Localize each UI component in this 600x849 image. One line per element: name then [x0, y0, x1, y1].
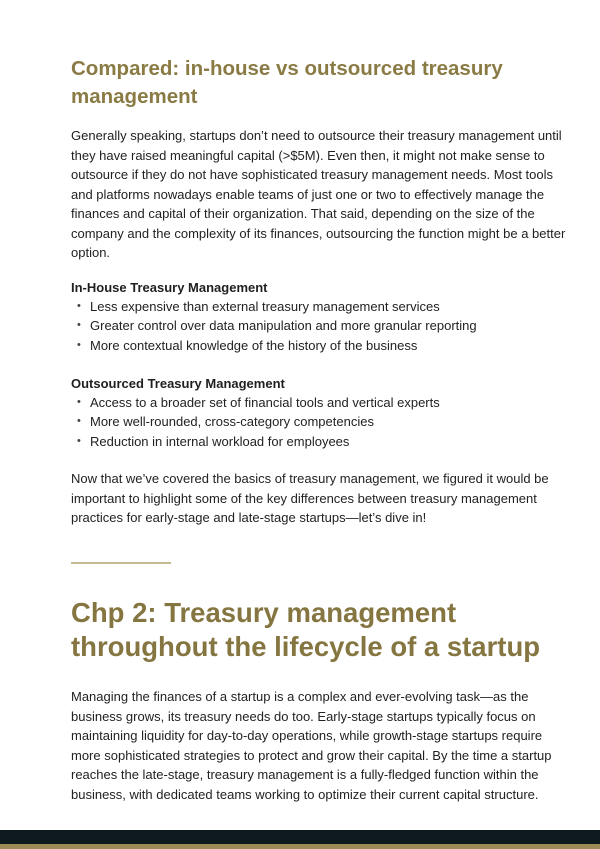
bullet-icon: • [77, 338, 81, 351]
list-item: • More contextual knowledge of the history of the business [77, 336, 477, 355]
chapter-intro-paragraph: Managing the finances of a startup is a complex and ever-evolving task—as the business grows, its treasury needs do too. Early-stage startups typically focus on maintaining liquidity for day-to-day operations, while growth-stage startups require more sophisticated strategies to protect and grow their capital. By the time a startup reaches the late-stage, treasury management is a fully-fledged function within the business, with dedicated teams working to optimize their current capital structure. [71, 689, 552, 802]
section-heading-comparison: Compared: in-house vs outsourced treasury management [71, 57, 503, 108]
bullet-icon: • [77, 434, 81, 447]
list-item: • Less expensive than external treasury management services [77, 297, 477, 316]
outsourced-list [77, 393, 440, 451]
bullet-icon: • [77, 415, 81, 428]
chapter-heading: Chp 2: Treasury management throughout the lifecycle of a startup [71, 597, 541, 662]
footer-accent-stripe [0, 844, 600, 849]
list-item: • More well-rounded, cross-category competencies [77, 412, 440, 431]
list-item: • Reduction in internal workload for employees [77, 432, 440, 451]
intro-paragraph: Generally speaking, startups don’t need to outsource their treasury management until they have raised meaningful capital (>$5M). Even then, it might not make sense to outsource if they do not have sophisticated treasury management needs. Most tools and platforms nowadays enable teams of just one or two to effectively manage the finances and capital of their organization. That said, depending on the size of the company and the complexity of its finances, outsourcing the function might be a better option. [71, 128, 566, 260]
closing-paragraph: Now that we’ve covered the basics of treasury management, we figured it would be important to highlight some of the key differences between treasury management practices for early-stage and late-stage startups—let’s dive in! [71, 471, 549, 525]
footer-bar [0, 830, 600, 844]
list-item: • Access to a broader set of financial tools and vertical experts [77, 393, 440, 412]
list-item: • Greater control over data manipulation and more granular reporting [77, 316, 477, 335]
bullet-icon: • [77, 319, 81, 332]
inhouse-subheading: In-House Treasury Management [71, 280, 268, 295]
inhouse-list [77, 297, 477, 355]
bullet-icon: • [77, 396, 81, 408]
bullet-icon: • [77, 300, 81, 312]
section-divider [71, 562, 171, 564]
outsourced-subheading: Outsourced Treasury Management [71, 376, 285, 391]
